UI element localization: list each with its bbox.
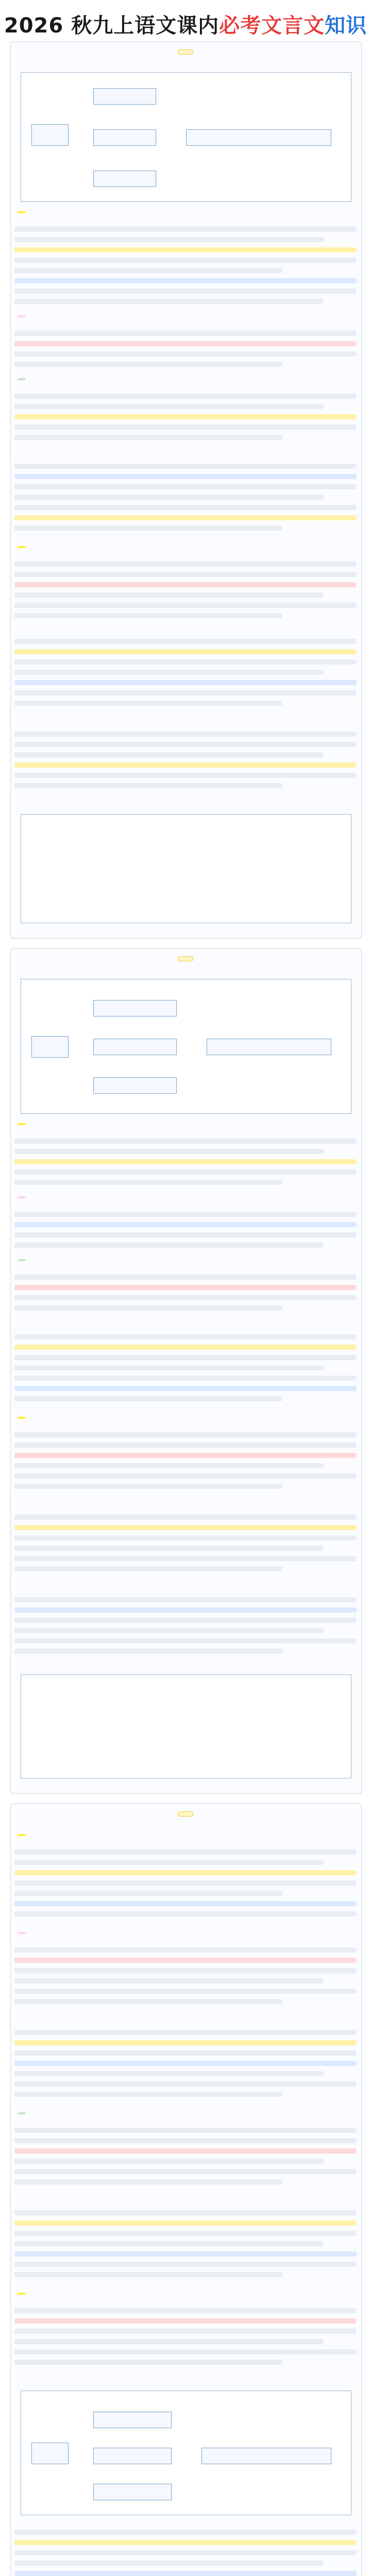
- text-line: [14, 495, 324, 500]
- text-line: [14, 742, 357, 747]
- text-line: [14, 351, 357, 357]
- text-line: [14, 1212, 357, 1217]
- text-line: [14, 1365, 324, 1370]
- text-line: [14, 762, 357, 768]
- text-line: [14, 414, 357, 419]
- section-3-diagram: [21, 2391, 351, 2515]
- text-line: [14, 2071, 324, 2076]
- section-tag: [18, 2293, 26, 2295]
- text-line: [14, 1386, 357, 1391]
- section-tag: [18, 315, 26, 317]
- text-line: [14, 1463, 324, 1468]
- section-3-banner: [178, 1811, 193, 1817]
- text-line: [14, 1139, 357, 1144]
- text-line: [14, 732, 357, 737]
- text-line: [14, 1295, 357, 1300]
- text-line: [14, 701, 282, 706]
- diagram-node: [201, 2448, 331, 2464]
- text-line: [14, 1978, 324, 1984]
- section-tag: [18, 546, 26, 548]
- text-line: [14, 362, 282, 367]
- text-line: [14, 783, 282, 788]
- text-line: [14, 680, 357, 685]
- text-line: [14, 1473, 357, 1479]
- text-line: [14, 2360, 282, 2365]
- text-line: [14, 425, 357, 430]
- section-tag: [18, 1196, 26, 1198]
- text-line: [14, 2210, 357, 2215]
- title-accent: 必考文言文: [219, 14, 325, 38]
- text-line: [14, 435, 282, 440]
- text-line: [14, 2349, 357, 2354]
- text-line: [14, 1968, 357, 1973]
- text-line: [14, 1275, 357, 1280]
- text-line: [14, 237, 324, 242]
- text-line: [14, 1285, 357, 1290]
- text-line: [14, 331, 357, 336]
- text-line: [14, 1345, 357, 1350]
- diagram-node: [207, 1039, 331, 1055]
- text-line: [14, 2540, 357, 2545]
- diagram-node: [93, 129, 156, 146]
- text-line: [14, 1484, 282, 1489]
- section-tag: [18, 211, 26, 213]
- text-line: [14, 1443, 357, 1448]
- text-line: [14, 1947, 357, 1953]
- text-line: [14, 227, 357, 232]
- text-line: [14, 2221, 357, 2226]
- text-line: [14, 752, 324, 757]
- text-line: [14, 1901, 357, 1906]
- text-line: [14, 1306, 282, 1311]
- section-tag: [18, 1417, 26, 1419]
- text-line: [14, 2179, 282, 2184]
- text-line: [14, 505, 357, 510]
- text-line: [14, 1432, 357, 1437]
- text-line: [14, 2138, 357, 2143]
- diagram-node: [31, 1036, 69, 1058]
- diagram-node: [93, 1000, 177, 1016]
- section-1-table: [21, 814, 351, 923]
- section-tag: [18, 1259, 26, 1261]
- text-line: [14, 268, 282, 273]
- text-line: [14, 2050, 357, 2056]
- text-line: [14, 1860, 324, 1865]
- diagram-node: [31, 124, 69, 146]
- text-line: [14, 1180, 282, 1185]
- text-line: [14, 659, 357, 665]
- title-suffix: 知识: [325, 14, 367, 38]
- text-line: [14, 484, 357, 489]
- text-line: [14, 1850, 357, 1855]
- text-line: [14, 1556, 357, 1561]
- text-line: [14, 1159, 357, 1164]
- text-line: [14, 2040, 357, 2045]
- text-line: [14, 1649, 282, 1654]
- text-line: [14, 2550, 357, 2555]
- text-line: [14, 1989, 357, 1994]
- text-line: [14, 582, 357, 587]
- text-line: [14, 526, 282, 531]
- text-line: [14, 2148, 357, 2154]
- section-2-diagram: [21, 979, 351, 1114]
- section-1-diagram: [21, 72, 351, 202]
- text-line: [14, 2308, 357, 2313]
- text-line: [14, 1515, 357, 1520]
- text-line: [14, 649, 357, 654]
- text-line: [14, 404, 324, 409]
- text-line: [14, 1376, 357, 1381]
- text-line: [14, 2169, 357, 2174]
- diagram-node: [31, 2443, 69, 2464]
- text-line: [14, 1525, 357, 1530]
- section-tag: [18, 1834, 26, 1836]
- text-line: [14, 1355, 357, 1360]
- text-line: [14, 1891, 282, 1896]
- text-line: [14, 1628, 324, 1633]
- diagram-node: [186, 129, 331, 146]
- text-line: [14, 2571, 357, 2576]
- text-line: [14, 2251, 357, 2257]
- text-line: [14, 1566, 282, 1571]
- text-line: [14, 572, 357, 577]
- text-line: [14, 690, 357, 696]
- text-line: [14, 1958, 357, 1963]
- text-line: [14, 289, 357, 294]
- text-line: [14, 1222, 357, 1227]
- text-line: [14, 1334, 357, 1340]
- diagram-node: [93, 2448, 172, 2464]
- text-line: [14, 1880, 357, 1886]
- section-2-table: [21, 1674, 351, 1778]
- text-line: [14, 639, 357, 644]
- text-line: [14, 515, 357, 520]
- text-line: [14, 2231, 357, 2236]
- section-tag: [18, 1932, 26, 1934]
- text-line: [14, 2262, 357, 2267]
- text-line: [14, 1243, 324, 1248]
- text-line: [14, 2061, 357, 2066]
- text-line: [14, 2561, 324, 2566]
- text-line: [14, 2329, 357, 2334]
- text-line: [14, 474, 357, 479]
- text-line: [14, 773, 357, 778]
- text-line: [14, 2241, 324, 2246]
- diagram-node: [93, 88, 156, 105]
- section-tag: [18, 378, 26, 380]
- text-line: [14, 1535, 357, 1540]
- text-line: [14, 1170, 357, 1175]
- text-line: [14, 2318, 357, 2324]
- title-prefix: 秋九上语文课内: [71, 14, 220, 38]
- text-line: [14, 1546, 324, 1551]
- text-line: [14, 1911, 357, 1917]
- text-line: [14, 2128, 357, 2133]
- text-line: [14, 562, 357, 567]
- text-line: [14, 2081, 357, 2087]
- text-line: [14, 1607, 357, 1613]
- title-bar: [0, 0, 371, 38]
- text-line: [14, 2339, 324, 2344]
- text-line: [14, 2530, 357, 2535]
- diagram-node: [93, 2412, 172, 2428]
- text-line: [14, 2092, 282, 2097]
- section-tag: [18, 1123, 26, 1125]
- text-line: [14, 1396, 282, 1401]
- section-tag: [18, 2112, 26, 2114]
- text-line: [14, 1453, 357, 1458]
- text-line: [14, 1638, 357, 1643]
- text-line: [14, 464, 357, 469]
- text-line: [14, 299, 324, 304]
- text-line: [14, 592, 324, 598]
- text-line: [14, 278, 357, 283]
- diagram-node: [93, 2484, 172, 2500]
- text-line: [14, 394, 357, 399]
- text-line: [14, 2159, 324, 2164]
- text-line: [14, 613, 282, 618]
- section-2-banner: [178, 956, 193, 961]
- text-line: [14, 1149, 324, 1154]
- diagram-node: [93, 171, 156, 187]
- text-line: [14, 2272, 282, 2277]
- section-1-banner: [178, 49, 193, 55]
- diagram-node: [93, 1039, 177, 1055]
- text-line: [14, 1232, 357, 1238]
- text-line: [14, 1999, 282, 2004]
- text-line: [14, 258, 357, 263]
- text-line: [14, 2030, 357, 2035]
- text-line: [14, 247, 357, 252]
- text-line: [14, 1597, 357, 1602]
- text-line: [14, 670, 324, 675]
- text-line: [14, 341, 357, 346]
- diagram-node: [93, 1077, 177, 1094]
- text-line: [14, 1870, 357, 1875]
- text-line: [14, 603, 357, 608]
- text-line: [14, 1618, 357, 1623]
- title-year: 2026: [4, 14, 64, 38]
